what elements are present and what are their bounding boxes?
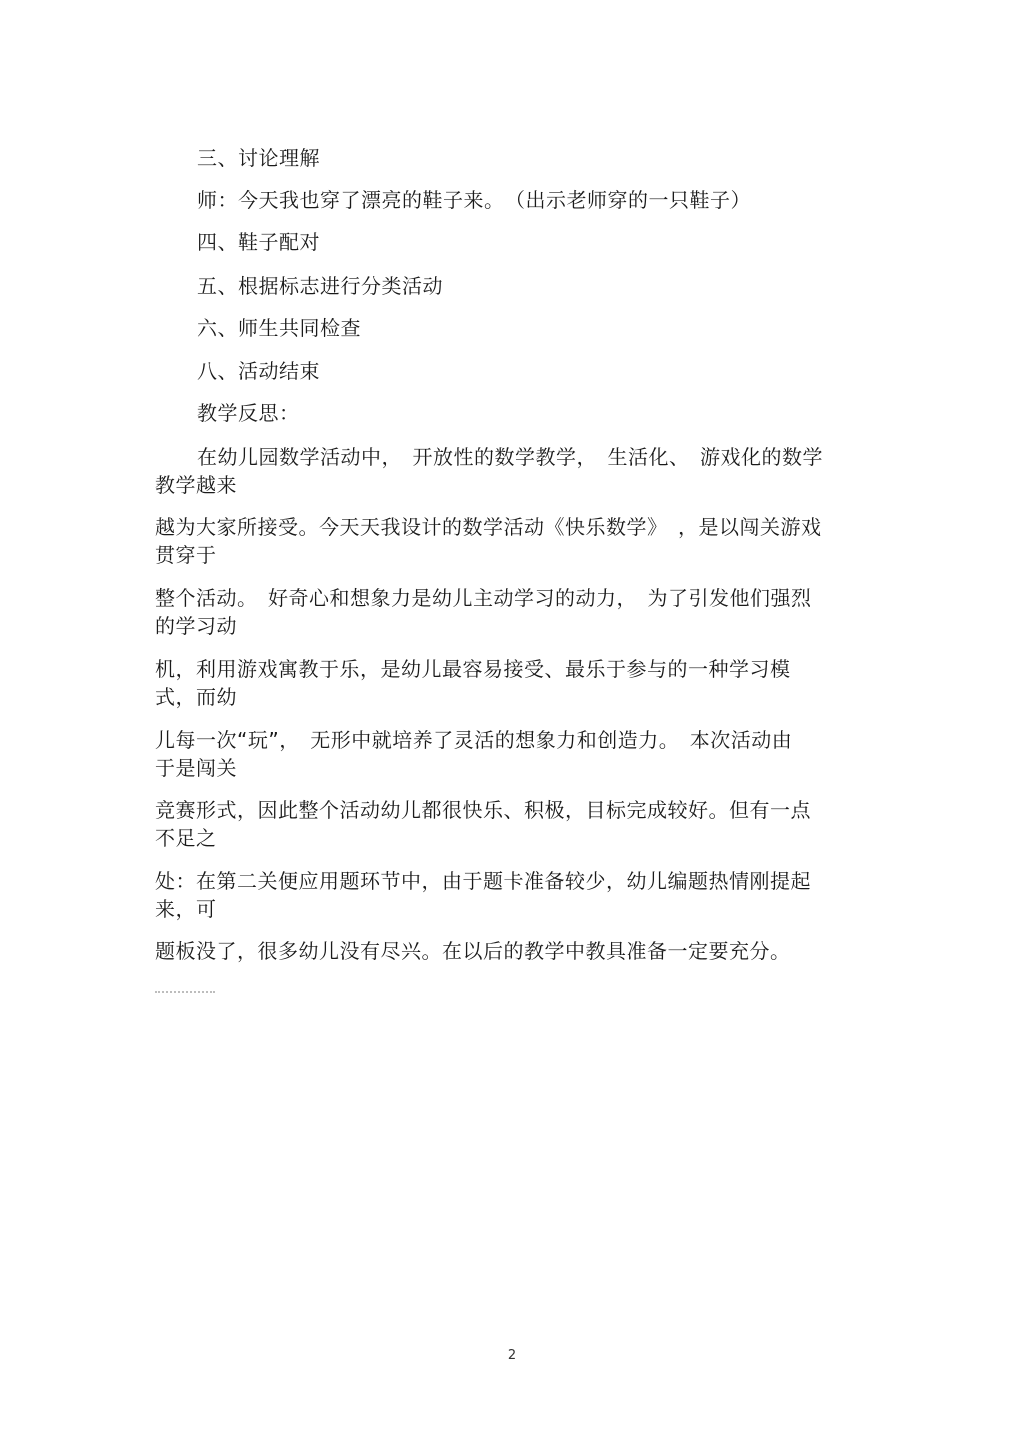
heading-joint-check: 六、师生共同检查 — [197, 316, 361, 340]
paragraph-line: 处：在第二关便应用题环节中，由于题卡准备较少，幼儿编题热情刚提起 — [155, 869, 811, 893]
paragraph-line: 来，可 — [155, 897, 217, 921]
page-number: 2 — [507, 1348, 517, 1363]
paragraph-line: 题板没了，很多幼儿没有尽兴。在以后的教学中教具准备一定要充分。 — [155, 939, 791, 963]
faint-scan-mark — [155, 991, 215, 996]
heading-reflection: 教学反思： — [197, 401, 300, 425]
paragraph-line: 教学越来 — [155, 473, 237, 497]
paragraph-line: 竞赛形式，因此整个活动幼儿都很快乐、积极，目标完成较好。但有一点 — [155, 798, 811, 822]
paragraph-line: 于是闯关 — [155, 756, 237, 780]
paragraph-line: 儿每一次“玩”， 无形中就培养了灵活的想象力和创造力。 本次活动由 — [155, 728, 793, 752]
paragraph-line: 机，利用游戏寓教于乐，是幼儿最容易接受、最乐于参与的一种学习模 — [155, 657, 791, 681]
heading-classification: 五、根据标志进行分类活动 — [197, 274, 443, 298]
heading-discussion: 三、讨论理解 — [197, 146, 320, 170]
paragraph-line: 式，而幼 — [155, 685, 237, 709]
paragraph-line: 整个活动。 好奇心和想象力是幼儿主动学习的动力， 为了引发他们强烈 — [155, 586, 812, 610]
heading-shoe-matching: 四、鞋子配对 — [197, 230, 320, 254]
paragraph-line: 贯穿于 — [155, 543, 217, 567]
teacher-line: 师：今天我也穿了漂亮的鞋子来。 （出示老师穿的一只鞋子） — [197, 188, 751, 212]
paragraph-line: 在幼儿园数学活动中， 开放性的数学教学， 生活化、 游戏化的数学 — [197, 445, 823, 469]
paragraph-line: 越为大家所接受。今天天我设计的数学活动《快乐数学》 ，是以闯关游戏 — [155, 515, 822, 539]
heading-activity-end: 八、活动结束 — [197, 359, 320, 383]
paragraph-line: 的学习动 — [155, 614, 237, 638]
paragraph-line: 不足之 — [155, 826, 217, 850]
